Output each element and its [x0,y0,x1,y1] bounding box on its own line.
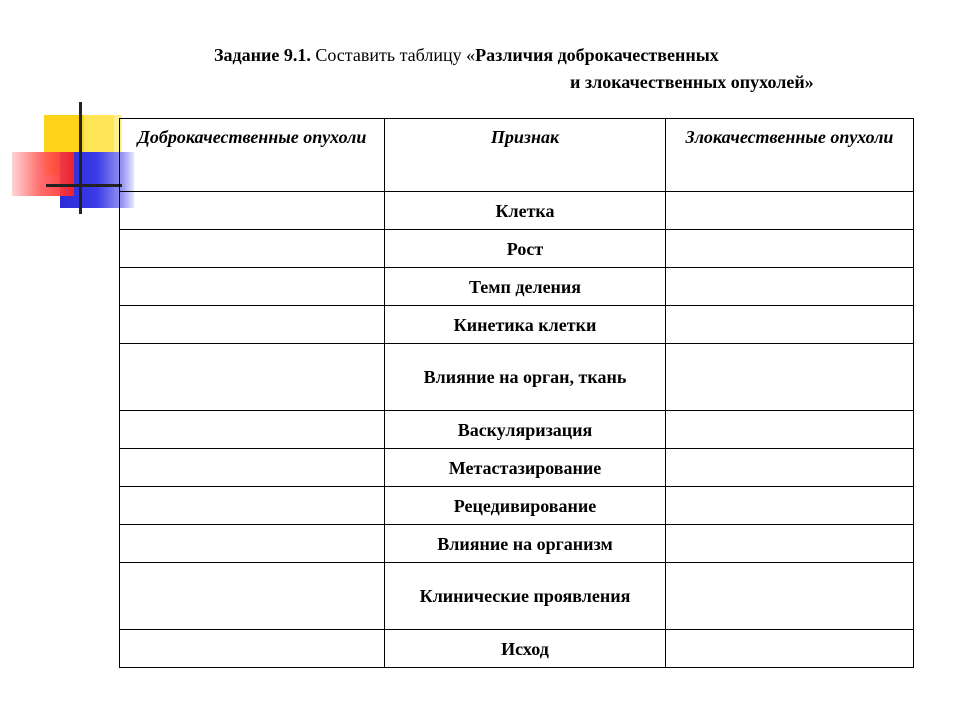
feature-cell: Васкуляризация [385,411,666,449]
malignant-cell[interactable] [666,344,914,411]
feature-cell: Влияние на организм [385,525,666,563]
benign-cell[interactable] [120,268,385,306]
table-row [120,268,914,306]
benign-cell[interactable] [120,487,385,525]
header-malignant: Злокачественные опухоли [666,119,914,192]
table-row [120,449,914,487]
malignant-cell[interactable] [666,449,914,487]
table-row [120,306,914,344]
feature-cell: Кинетика клетки [385,306,666,344]
feature-cell: Метастазирование [385,449,666,487]
feature-cell: Влияние на орган, ткань [385,344,666,411]
table-row [120,487,914,525]
task-topic-line2: и злокачественных опухолей» [570,72,814,92]
feature-cell: Рецедивирование [385,487,666,525]
malignant-cell[interactable] [666,230,914,268]
benign-cell[interactable] [120,449,385,487]
malignant-cell[interactable] [666,630,914,668]
malignant-cell[interactable] [666,268,914,306]
task-number: Задание 9.1. [214,45,311,65]
malignant-cell[interactable] [666,411,914,449]
table-row [120,563,914,630]
decor-horizontal-line [46,184,122,187]
task-text: Составить таблицу « [310,45,476,65]
benign-cell[interactable] [120,630,385,668]
header-feature: Признак [385,119,666,192]
feature-cell: Исход [385,630,666,668]
header-benign: Доброкачественные опухоли [120,119,385,192]
page-title [214,42,914,96]
table-row [120,192,914,230]
table-row [120,411,914,449]
task-topic: Различия доброкачественных [475,45,719,65]
benign-cell[interactable] [120,192,385,230]
feature-cell: Рост [385,230,666,268]
benign-cell[interactable] [120,230,385,268]
malignant-cell[interactable] [666,563,914,630]
malignant-cell[interactable] [666,306,914,344]
decor-red-square [12,152,74,196]
table-header-row [120,119,914,192]
comparison-table [119,118,914,668]
feature-cell: Клинические проявления [385,563,666,630]
benign-cell[interactable] [120,563,385,630]
decor-vertical-line [79,102,82,214]
benign-cell[interactable] [120,344,385,411]
benign-cell[interactable] [120,525,385,563]
feature-cell: Клетка [385,192,666,230]
table-row [120,525,914,563]
malignant-cell[interactable] [666,525,914,563]
table-row [120,230,914,268]
table-row [120,344,914,411]
table-row [120,630,914,668]
benign-cell[interactable] [120,411,385,449]
malignant-cell[interactable] [666,192,914,230]
feature-cell: Темп деления [385,268,666,306]
benign-cell[interactable] [120,306,385,344]
malignant-cell[interactable] [666,487,914,525]
